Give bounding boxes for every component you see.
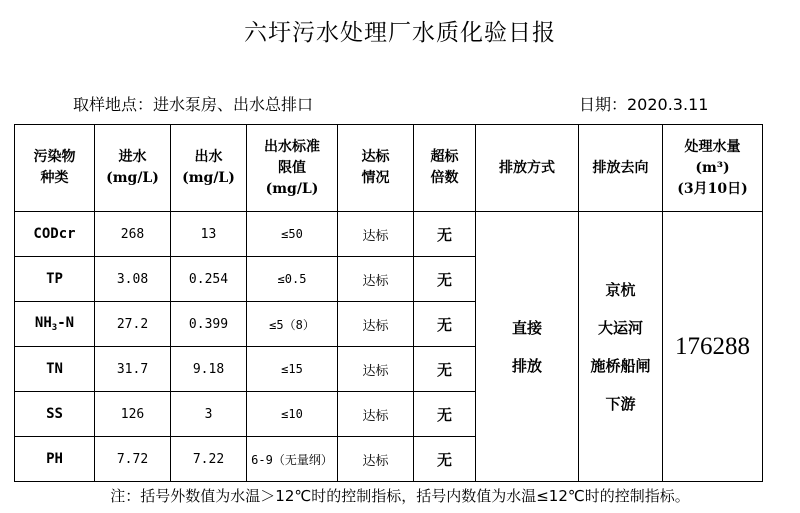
header-influent-line-2: (mg/L)	[106, 170, 159, 186]
status-value: 达标	[338, 437, 414, 482]
effluent-value: 13	[171, 212, 247, 257]
pollutant-name: SS	[15, 392, 95, 437]
pollutant-name	[15, 302, 95, 347]
header-limit-line-3: (mg/L)	[265, 180, 319, 197]
pollutant-name-tail: -N	[57, 315, 75, 331]
effluent-value: 0.254	[171, 257, 247, 302]
exceed-value: 无	[414, 392, 476, 437]
footnote: 注：括号外数值为水温＞12℃时的控制指标，括号内数值为水温≤12℃时的控制指标。	[110, 487, 690, 505]
discharge-dest-cell	[579, 212, 663, 482]
limit-value: ≤50	[247, 212, 338, 257]
discharge-method-line-1: 直接	[511, 318, 542, 337]
influent-value: 27.2	[95, 302, 171, 347]
limit-value: ≤0.5	[247, 257, 338, 302]
effluent-value: 7.22	[171, 437, 247, 482]
header-pollutant	[15, 125, 95, 212]
header-exceed-line-1: 超标	[430, 149, 459, 165]
water-quality-table	[14, 124, 763, 482]
discharge-method-cell	[476, 212, 579, 482]
header-exceed-line-2: 倍数	[430, 170, 459, 186]
header-status-line-1: 达标	[361, 149, 390, 165]
sampling-location: 取样地点：进水泵房、出水总排口	[73, 95, 314, 114]
header-volume-line-2: (m³)	[695, 159, 730, 176]
discharge-dest-line-3: 施桥船闸	[590, 356, 651, 375]
exceed-value: 无	[414, 347, 476, 392]
header-effluent-line-1: 出水	[194, 149, 223, 165]
header-discharge-method: 排放方式	[476, 125, 579, 212]
status-value: 达标	[338, 392, 414, 437]
header-influent	[95, 125, 171, 212]
report-title: 六圩污水处理厂水质化验日报	[244, 20, 556, 46]
pollutant-name: CODcr	[15, 212, 95, 257]
limit-value: ≤10	[247, 392, 338, 437]
exceed-value: 无	[414, 257, 476, 302]
influent-value: 7.72	[95, 437, 171, 482]
pollutant-name: TP	[15, 257, 95, 302]
discharge-dest-line-4: 下游	[605, 394, 636, 413]
header-limit-line-2: 限值	[278, 159, 306, 176]
exceed-value: 无	[414, 437, 476, 482]
header-effluent	[171, 125, 247, 212]
header-pollutant-line-1: 污染物	[33, 149, 76, 165]
status-value: 达标	[338, 347, 414, 392]
limit-value: ≤5（8）	[247, 302, 338, 347]
pollutant-name-main: NH	[34, 315, 52, 331]
report-date: 日期：2020.3.11	[579, 95, 709, 114]
status-value: 达标	[338, 257, 414, 302]
table-row-codcr	[15, 212, 763, 257]
header-discharge-dest: 排放去向	[579, 125, 663, 212]
status-value: 达标	[338, 302, 414, 347]
header-volume-line-1: 处理水量	[684, 138, 741, 155]
influent-value: 268	[95, 212, 171, 257]
header-volume	[663, 125, 763, 212]
limit-value: ≤15	[247, 347, 338, 392]
header-limit	[247, 125, 338, 212]
effluent-value: 9.18	[171, 347, 247, 392]
discharge-dest-line-2: 大运河	[597, 318, 643, 337]
header-status-line-2: 情况	[361, 170, 390, 186]
influent-value: 3.08	[95, 257, 171, 302]
header-influent-line-1: 进水	[118, 149, 147, 165]
header-exceed	[414, 125, 476, 212]
influent-value: 126	[95, 392, 171, 437]
effluent-value: 0.399	[171, 302, 247, 347]
influent-value: 31.7	[95, 347, 171, 392]
discharge-dest-line-1: 京杭	[605, 280, 636, 299]
header-volume-line-3: (3月10日)	[677, 180, 748, 197]
pollutant-name-subscript: 3	[51, 323, 58, 333]
header-row	[15, 125, 763, 212]
header-limit-line-1: 出水标准	[264, 138, 320, 155]
header-effluent-line-2: (mg/L)	[182, 170, 235, 186]
pollutant-name: TN	[15, 347, 95, 392]
pollutant-name: PH	[15, 437, 95, 482]
status-value: 达标	[338, 212, 414, 257]
treated-volume-value: 176288	[663, 212, 763, 482]
header-pollutant-line-2: 种类	[40, 170, 69, 186]
limit-value: 6-9（无量纲）	[247, 437, 338, 482]
discharge-method-line-2: 排放	[511, 356, 542, 375]
exceed-value: 无	[414, 302, 476, 347]
effluent-value: 3	[171, 392, 247, 437]
exceed-value: 无	[414, 212, 476, 257]
header-status	[338, 125, 414, 212]
